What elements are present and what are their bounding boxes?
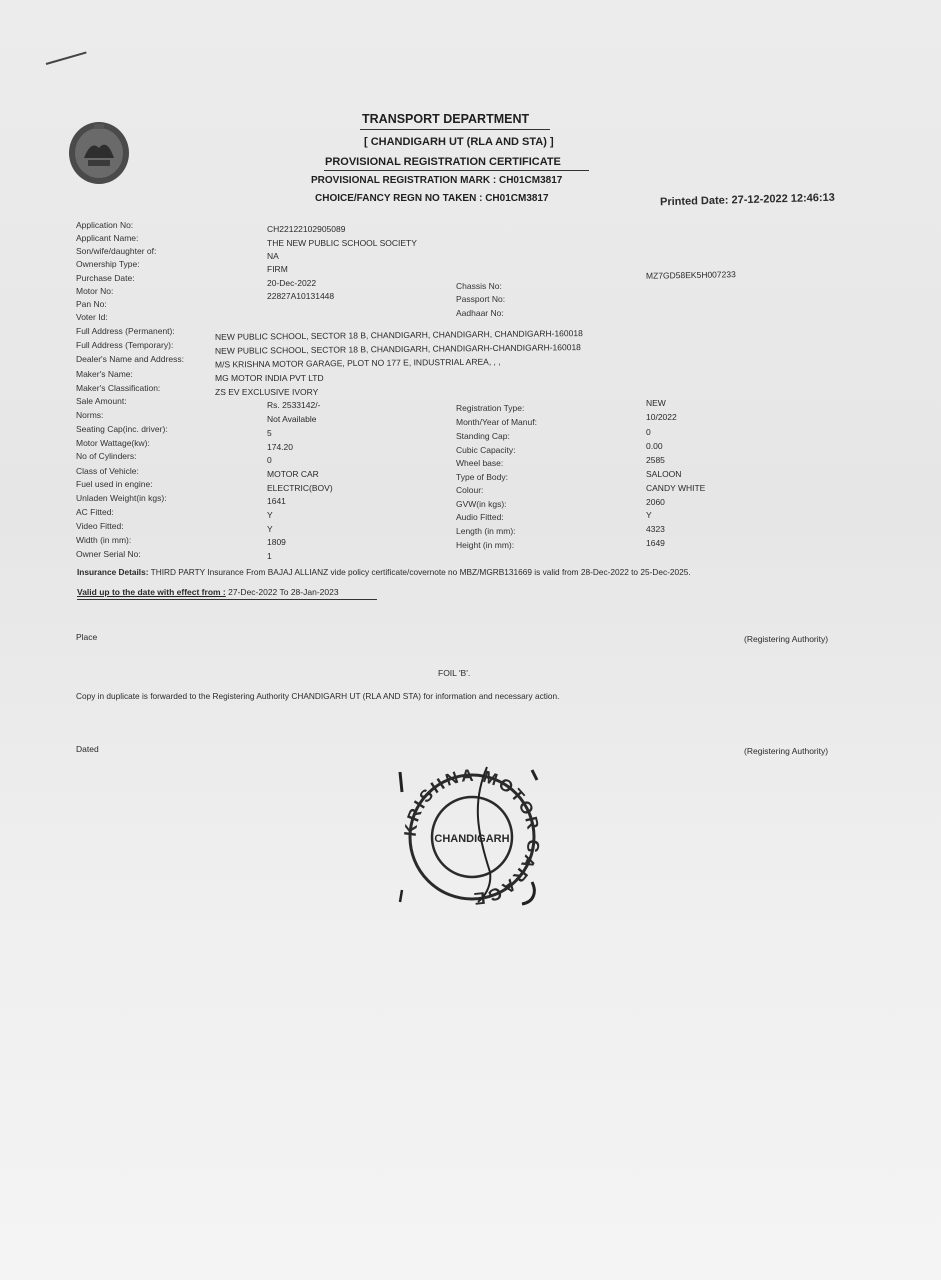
owner-serial: 1 — [267, 551, 272, 561]
motor-wattage: 174.20 — [267, 442, 293, 452]
colour-label: Colour: — [456, 485, 484, 495]
standing-label: Standing Cap: — [456, 431, 510, 441]
registering-authority-2: (Registering Authority) — [744, 746, 829, 756]
field-label: Maker's Classification: — [76, 383, 161, 393]
validity-underline — [77, 599, 377, 600]
field-label: Full Address (Permanent): — [76, 326, 175, 336]
registration-mark: PROVISIONAL REGISTRATION MARK : CH01CM3817 — [311, 175, 563, 186]
dealer-address: M/S KRISHNA MOTOR GARAGE, PLOT NO 177 E, INDUSTRIAL AREA, , , — [214, 356, 501, 370]
field-label: Motor Wattage(kw): — [76, 438, 150, 448]
address-temporary: NEW PUBLIC SCHOOL, SECTOR 18 B, CHANDIGARH, CHANDIGARH-CHANDIGARH-160018 — [214, 342, 581, 356]
dealer-stamp-icon — [392, 762, 552, 912]
maker-name: MG MOTOR INDIA PVT LTD — [215, 373, 324, 383]
field-label: Dealer's Name and Address: — [76, 354, 184, 364]
foil-label: FOIL 'B'. — [438, 668, 471, 678]
wheel-base: 2585 — [646, 455, 665, 465]
aadhaar-label: Aadhaar No: — [456, 308, 504, 318]
gvw: 2060 — [646, 497, 665, 507]
cylinders: 0 — [267, 455, 272, 465]
maker-classification: ZS EV EXCLUSIVE IVORY — [215, 387, 319, 397]
field-label: Fuel used in engine: — [76, 479, 153, 489]
validity-text: 27-Dec-2022 To 28-Jan-2023 — [228, 587, 339, 597]
field-label: No of Cylinders: — [76, 451, 137, 461]
field-label: Seating Cap(inc. driver): — [76, 424, 168, 434]
field-label: Voter Id: — [76, 312, 108, 322]
standing-cap: 0 — [646, 427, 651, 437]
stamp-center-text: CHANDIGARH — [434, 833, 510, 845]
applicant-name: THE NEW PUBLIC SCHOOL SOCIETY — [267, 238, 417, 248]
insurance-text: THIRD PARTY Insurance From BAJAJ ALLIANZ vide policy certificate/covernote no MBZ/MGRB131669 is valid from 28-Dec-2022 to 25-Dec-2025. — [150, 567, 691, 577]
registration-type: NEW — [646, 398, 666, 408]
length-mm: 4323 — [646, 524, 665, 534]
chassis-no: MZ7GD58EK5H007233 — [645, 269, 736, 281]
dept-subtitle: [ CHANDIGARH UT (RLA AND STA) ] — [364, 136, 554, 148]
underline-1 — [360, 129, 550, 130]
unladen-weight: 1641 — [267, 496, 286, 506]
vehicle-class: MOTOR CAR — [267, 469, 319, 479]
video-fitted: Y — [267, 524, 273, 534]
fuel-type: ELECTRIC(BOV) — [267, 483, 333, 493]
wheel-label: Wheel base: — [456, 458, 504, 468]
field-label: Unladen Weight(in kgs): — [76, 493, 167, 503]
underline-2 — [324, 170, 589, 171]
address-permanent: NEW PUBLIC SCHOOL, SECTOR 18 B, CHANDIGARH, CHANDIGARH, CHANDIGARH-160018 — [214, 328, 583, 342]
emblem-icon — [66, 118, 132, 188]
body-type: SALOON — [646, 469, 682, 479]
field-label: Pan No: — [76, 299, 107, 309]
width-mm: 1809 — [267, 537, 286, 547]
height-mm: 1649 — [646, 538, 665, 548]
month-year: 10/2022 — [646, 412, 677, 422]
insurance-label: Insurance Details: — [77, 567, 149, 577]
seating-capacity: 5 — [267, 428, 272, 438]
stamp-ring-text: KRISHNA MOTOR GARAGE — [400, 765, 544, 909]
choice-number: CHOICE/FANCY REGN NO TAKEN : CH01CM3817 — [315, 193, 549, 204]
field-label: Son/wife/daughter of: — [76, 246, 157, 256]
purchase-date: 20-Dec-2022 — [267, 278, 317, 288]
validity-label: Valid up to the date with effect from : — [77, 587, 226, 597]
field-label: Maker's Name: — [76, 369, 133, 379]
dated-label: Dated — [76, 744, 99, 754]
colour: CANDY WHITE — [646, 483, 706, 493]
validity — [77, 587, 339, 597]
field-label: Applicant Name: — [76, 233, 139, 243]
field-label: Norms: — [76, 410, 104, 420]
month-year-label: Month/Year of Manuf: — [456, 417, 537, 427]
field-label: AC Fitted: — [76, 507, 114, 517]
field-label: Motor No: — [76, 286, 114, 296]
field-label: Width (in mm): — [76, 535, 132, 545]
audio-fitted: Y — [646, 510, 652, 520]
relation: NA — [267, 251, 279, 261]
height-label: Height (in mm): — [456, 540, 515, 550]
length-label: Length (in mm): — [456, 526, 516, 536]
ownership: FIRM — [267, 264, 288, 274]
sale-amount: Rs. 2533142/- — [267, 400, 321, 410]
passport-label: Passport No: — [456, 294, 506, 304]
chassis-label: Chassis No: — [456, 281, 502, 291]
pen-mark — [46, 51, 87, 64]
audio-label: Audio Fitted: — [456, 512, 504, 522]
certificate-title: PROVISIONAL REGISTRATION CERTIFICATE — [325, 156, 561, 168]
place-label: Place — [76, 632, 98, 642]
cubic-label: Cubic Capacity: — [456, 445, 516, 455]
application-no: CH22122102905089 — [267, 224, 346, 234]
field-label: Class of Vehicle: — [76, 466, 139, 476]
registering-authority-1: (Registering Authority) — [744, 634, 829, 644]
field-label: Full Address (Temporary): — [76, 340, 174, 350]
norms: Not Available — [267, 414, 317, 424]
cubic-capacity: 0.00 — [646, 441, 663, 451]
gvw-label: GVW(in kgs): — [456, 499, 507, 509]
field-label: Ownership Type: — [76, 259, 140, 269]
dept-title: TRANSPORT DEPARTMENT — [362, 112, 530, 126]
ac-fitted: Y — [267, 510, 273, 520]
reg-type-label: Registration Type: — [456, 403, 525, 413]
field-label: Purchase Date: — [76, 273, 135, 283]
insurance-details — [77, 567, 691, 577]
field-label: Video Fitted: — [76, 521, 124, 531]
copy-note: Copy in duplicate is forwarded to the Registering Authority CHANDIGARH UT (RLA AND STA) for information and necessary action. — [76, 691, 560, 701]
field-label: Owner Serial No: — [76, 549, 141, 559]
field-label: Sale Amount: — [76, 396, 127, 406]
field-label: Application No: — [76, 220, 134, 230]
body-label: Type of Body: — [456, 472, 508, 482]
printed-date: Printed Date: 27-12-2022 12:46:13 — [659, 191, 836, 209]
motor-no: 22827A10131448 — [267, 291, 335, 301]
